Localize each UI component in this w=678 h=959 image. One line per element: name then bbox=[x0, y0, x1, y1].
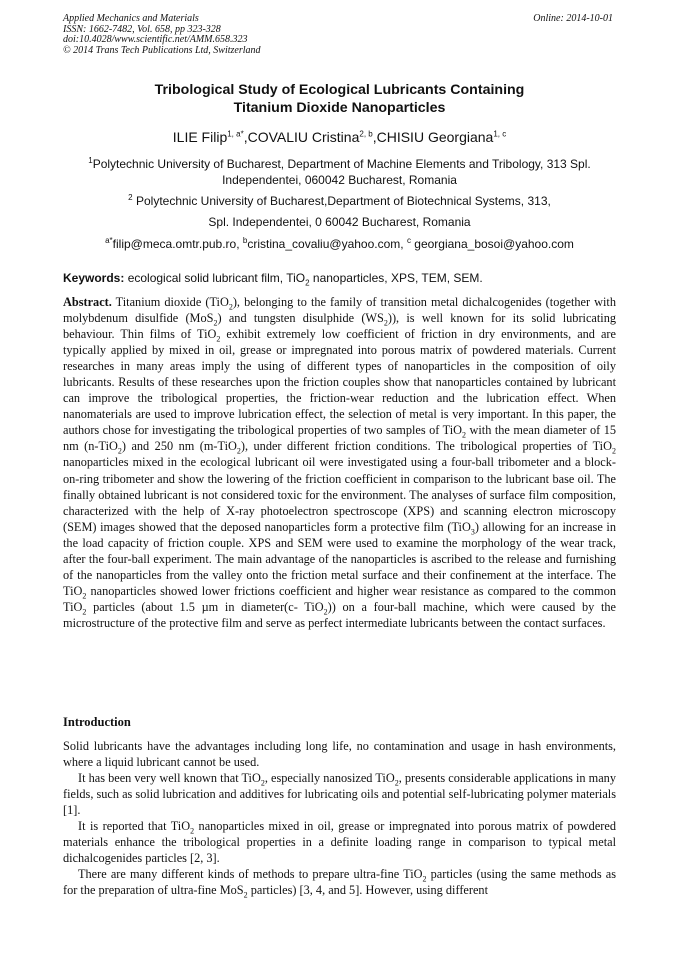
abstract-text: Titanium dioxide (TiO bbox=[111, 295, 229, 309]
affil-text: Polytechnic University of Bucharest, Department of Machine Elements and Tribology, 313 Spl. bbox=[92, 157, 591, 171]
affil-sup: 2 bbox=[128, 193, 133, 202]
issn-line: ISSN: 1662-7482, Vol. 658, pp 323-328 bbox=[63, 23, 221, 35]
paragraph bbox=[63, 818, 616, 866]
subscript: 2 bbox=[323, 607, 328, 617]
author-affil-sup: 1, c bbox=[493, 129, 507, 139]
title-line-1: Tribological Study of Ecological Lubricants Containing bbox=[154, 82, 525, 98]
paragraph: Solid lubricants have the advantages including long life, no contamination and usage in hash environments, where a liquid lubricant cannot be used. bbox=[63, 739, 616, 770]
email-sup: c bbox=[406, 236, 411, 245]
affil-text: Spl. Independentei, 0 60042 Bucharest, Romania bbox=[208, 215, 471, 229]
abstract-text: )), is well known for its solid lubricating behaviour. Thin films of TiO bbox=[63, 311, 616, 342]
paragraph-text: particles) [3, 4, and 5]. However, using different bbox=[247, 883, 489, 898]
abstract-text: nanoparticles showed lower frictions coefficient and higher wear resistance as compared to the common TiO bbox=[63, 583, 616, 614]
subscript: 2 bbox=[236, 446, 241, 456]
title-line-2: Titanium Dioxide Nanoparticles bbox=[233, 99, 446, 116]
email-line bbox=[63, 236, 616, 252]
abstract bbox=[63, 294, 616, 631]
affiliation-2-address bbox=[63, 214, 616, 230]
affiliation-2 bbox=[63, 193, 616, 209]
author-name: ILIE Filip bbox=[172, 129, 228, 145]
affil-sup: 1 bbox=[88, 156, 93, 165]
section-heading-introduction: Introduction bbox=[63, 715, 131, 729]
abstract-label: Abstract. bbox=[63, 295, 112, 309]
affil-text: Polytechnic University of Bucharest,Department of Biotechnical Systems, 313, bbox=[135, 194, 551, 208]
abstract-text: ) and 250 nm (m-TiO bbox=[121, 439, 237, 454]
abstract-text: nanoparticles mixed in the ecological lubricant oil were investigated using a four-ball tribometer and a block-on-ring tribometer and show the lowering of the friction coefficient in comparison to the lubricant base oil. The finally obtained lubricant is not considered toxic for the environment. The analyses of surface film composition, characterized with the help of X-ray photoelectron spectroscope (XPS) and scanning electron microscopy (SEM) images showed that the deposed nanoparticles form a protective film (TiO bbox=[63, 455, 616, 534]
keywords bbox=[63, 270, 616, 286]
author-affil-sup: 2, b bbox=[359, 129, 373, 139]
paragraph bbox=[63, 770, 616, 818]
subscript: 2 bbox=[82, 607, 87, 617]
doi-line: doi:10.4028/www.scientific.net/AMM.658.323 bbox=[63, 34, 248, 45]
abstract-text: ), belonging to the family of transition metal dichalcogenides (together with molybdenum disulfide (MoS bbox=[63, 295, 616, 326]
affiliation-1 bbox=[63, 156, 616, 188]
keywords-text: nanoparticles, XPS, TEM, SEM. bbox=[309, 271, 483, 285]
subscript: 2 bbox=[422, 874, 427, 884]
affil-text: Independentei, 060042 Bucharest, Romania bbox=[222, 173, 457, 187]
abstract-text: particles (about 1.5 µm in diameter(c- TiO bbox=[86, 599, 324, 614]
subscript: 2 bbox=[228, 302, 233, 312]
abstract-text: ), under different friction conditions. The tribological properties of TiO bbox=[240, 439, 612, 454]
email-a: filip@meca.omtr.pub.ro, bbox=[112, 237, 243, 251]
subscript: 2 bbox=[213, 318, 218, 328]
email-sup: a* bbox=[105, 236, 113, 245]
author-affil-sup: 1, a* bbox=[227, 129, 244, 139]
author-list bbox=[63, 128, 616, 146]
paragraph-text: particles (using the same methods as for the preparation of ultra-fine MoS bbox=[63, 867, 616, 898]
subscript: 2 bbox=[216, 334, 221, 344]
email-c: georgiana_bosoi@yahoo.com bbox=[410, 237, 574, 251]
subscript: 2 bbox=[82, 591, 87, 601]
subscript: 2 bbox=[462, 430, 467, 440]
abstract-text: ) and tungsten disulphide (WS bbox=[217, 311, 384, 326]
online-date: Online: 2014-10-01 bbox=[533, 13, 613, 24]
subscript: 2 bbox=[117, 446, 122, 456]
subscript: 2 bbox=[611, 446, 616, 456]
paragraph-text: , presents considerable applications in many fields, such as solid lubrication and additives for lubricating oils and potential self-lubricating polymer materials [1]. bbox=[63, 771, 616, 818]
journal-header bbox=[63, 14, 261, 56]
paragraph bbox=[63, 866, 616, 898]
paragraph-text: , especially nanosized TiO bbox=[264, 771, 395, 786]
introduction-body bbox=[63, 738, 616, 898]
subscript: 2 bbox=[190, 826, 195, 836]
abstract-text: exhibit extremely low coefficient of friction in dry environments, and are typically applied by mixed in oil, grease or impregnated into porous matrix of powdered materials. Current researches in many areas imply the using of different types of nanoparticles in the composition of oily lubricants. Results of these researches upon the friction couples show that nanoparticles contained by lubricant can improve the tribological properties, the friction-wear reduction and the lubrication effect. When nanomaterials are used to improve lubrication effect, the selection of metal is very important. In this paper, the authors chose for investigating the tribological properties of two samples of TiO bbox=[63, 327, 616, 438]
abstract-text: ) allowing for an increase in the load capacity of friction couple. XPS and SEM were used to examine the morphology of the wear track, after the four-ball experiment. The main advantage of the nanoparticles is ascribed to the release and furnishing of the nanoparticles from the valley onto the friction metal surface and their confinement at the interface. The TiO bbox=[63, 519, 616, 598]
author-name: ,COVALIU Cristina bbox=[243, 129, 360, 145]
paragraph-text: It has been very well known that TiO bbox=[78, 771, 261, 786]
paragraph-text: There are many different kinds of methods to prepare ultra-fine TiO bbox=[78, 867, 423, 882]
keywords-text: ecological solid lubricant film, TiO bbox=[124, 271, 306, 285]
paper-title bbox=[63, 82, 616, 117]
subscript: 2 bbox=[243, 890, 248, 900]
subscript: 3 bbox=[470, 527, 475, 537]
paragraph-text: It is reported that TiO bbox=[78, 819, 191, 834]
subscript: 2 bbox=[383, 318, 388, 328]
subscript: 2 bbox=[260, 778, 265, 788]
subscript: 2 bbox=[394, 778, 399, 788]
author-name: ,CHISIU Georgiana bbox=[372, 129, 494, 145]
copyright-line: © 2014 Trans Tech Publications Ltd, Switzerland bbox=[63, 44, 261, 56]
email-b: cristina_covaliu@yahoo.com, bbox=[247, 237, 407, 251]
email-sup: b bbox=[242, 236, 248, 245]
journal-name: Applied Mechanics and Materials bbox=[63, 13, 199, 24]
paragraph-text: nanoparticles mixed in oil, grease or impregnated into porous matrix of powdered materials enhance the tribological properties in a definite loading range in comparison to typical metal dichalcogenides particles [2, 3]. bbox=[63, 819, 616, 866]
subscript: 2 bbox=[305, 278, 310, 288]
abstract-text: with the mean diameter of 15 nm (n-TiO bbox=[63, 423, 617, 454]
abstract-text: )) on a four-ball machine, which were caused by the microstructure of the protective film and serve as perfect intermediate lubricants between the contact surfaces. bbox=[63, 599, 616, 630]
keywords-label: Keywords: bbox=[63, 271, 125, 285]
